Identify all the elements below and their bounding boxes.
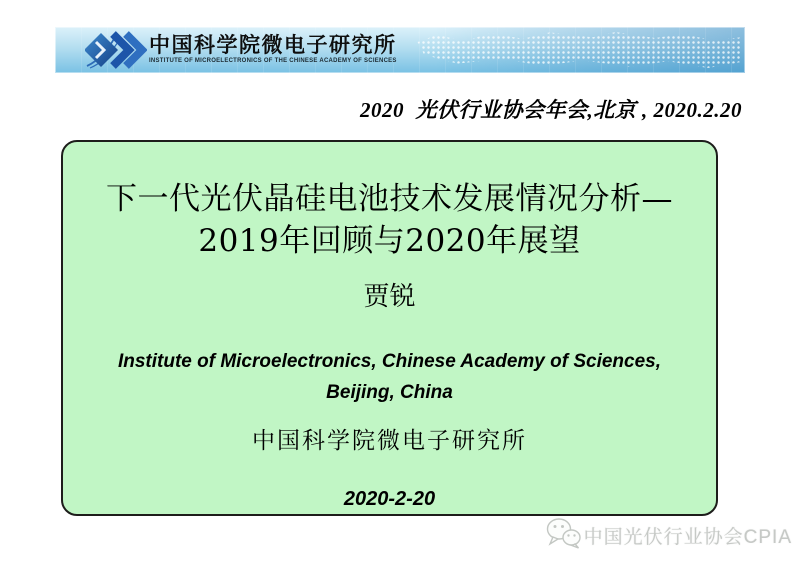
institute-name-cn: 中国科学院微电子研究所 <box>149 34 397 57</box>
world-map-dots-decoration <box>411 30 741 70</box>
slide-title-box <box>61 140 718 516</box>
wechat-icon <box>545 516 581 555</box>
author-name: 贾锐 <box>363 282 416 312</box>
institute-header-banner <box>55 27 745 73</box>
presentation-title-line1: 下一代光伏晶硅电池技术发展情况分析— <box>106 181 673 217</box>
affiliation-english <box>63 346 716 408</box>
affiliation-chinese: 中国科学院微电子研究所 <box>252 428 527 454</box>
affiliation-english-line2: Beijing, China <box>326 382 453 403</box>
presentation-date: 2020-2-20 <box>343 488 436 510</box>
event-title: 2020 光伏行业协会年会,北京 , 2020.2.20 <box>360 98 742 122</box>
presentation-title-line2: 2019年回顾与2020年展望 <box>198 223 581 259</box>
institute-name-block <box>149 35 397 64</box>
cpia-watermark <box>545 516 792 555</box>
affiliation-english-line1: Institute of Microelectronics, Chinese Academy of Sciences, <box>117 351 662 372</box>
institute-name-en: INSTITUTE OF MICROELECTRONICS OF THE CHINESE ACADEMY OF SCIENCES <box>149 58 397 64</box>
institute-logo-icon <box>85 29 147 76</box>
presentation-title <box>63 178 716 262</box>
cpia-watermark-label: 中国光伏行业协会CPIA <box>583 527 792 548</box>
